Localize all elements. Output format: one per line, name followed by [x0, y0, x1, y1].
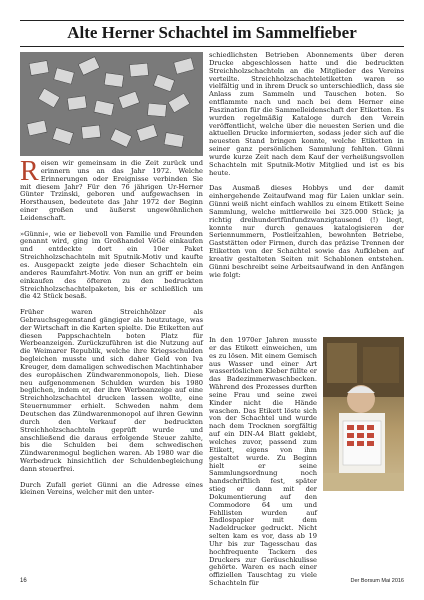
page-number: 16 — [20, 578, 27, 584]
intro-paragraph: Reisen wir gemeinsam in die Zeit zurück und erinnern uns an das Jahr 1972. Welche Erinnerungen oder Ereignisse verbinden Sie mit diesem Jahr? Für den 76 jährigen Ur-Herner Günter Trzinski, geboren und aufgewachsen in Horsthausen, bedeutete das Jahr 1972 der Beginn einer großen und äußerst ungewöhnlichen Leidenschaft. — [20, 156, 203, 222]
left-column — [20, 156, 203, 497]
issue-label: Der Borsum Mai 2016 — [350, 578, 404, 584]
paragraph: In den 1970er Jahren musste er das Etikett einweichen, um es zu lösen. Mit einem Gemisch aus Wasser und einer Art wasserlöslichen Kleber füllte er das Badezimmerwaschbecken. Während des Prozesses durften seine Frau und seine zwei Kinder nicht die Hände waschen. Das Etikett löste sich von der Schachtel und wurde nach dem Trocknen sorgfältig auf ein DIN-A4 Blatt geklebt, welches zuvor, passend zum Etikett, eigens von ihm gestaltet wurde. Zu Beginn hielt er seine Sammlungsordnung noch handschriftlich fest, später stieg er dann mit der Dokumentierung auf den Commodore 64 um und Fehllisten wurden auf Endlospapier mit dem Nadeldrucker gedruckt. Nicht selten kam es vor, dass ab 19 Uhr bis zur Tagesschau das hochfrequente Tackern des Druckers zur Geräuschkulisse gehörte. Waren es nach einer offiziellen Tauschtag zu viele Schachteln für — [209, 336, 317, 588]
paragraph: schiedlichsten Betrieben Abonnements über deren Drucke abgeschlossen hatte und die bedruckten Streichholzschachteln an die Mitglieder des Vereins verteilte. Streichholzschachteletiketten waren so vielfältig und in ihrem Druck so unterschiedlich, dass sie Anlass zum Sammeln und Tauschen boten. So entflammte nach und nach bei dem Herner eine Faszination für die Sammelleidenschaft der Etiketten. Es wurden regelmäßig Kataloge durch den Verein veröffentlicht, welche über die neuesten Serien und die aktuellen Drucke informierten, sodass jeder sich auf die neuesten Stand bringen konnte, welche Etiketten in seiner ganz persönlichen Sammlung fehlten. Günni wurde kurze Zeit nach dem Kauf der verheißungsvollen Schachteln mit Sputnik-Motiv Mitglied und ist es bis heute. — [209, 51, 404, 177]
right-column-lower — [209, 337, 317, 588]
collector-portrait-photo — [323, 337, 404, 491]
title-rule — [20, 46, 404, 47]
paragraph: Durch Zufall geriet Günni an die Adresse eines kleinen Vereins, welcher mit den unter- — [20, 480, 203, 497]
paragraph: Das Ausmaß dieses Hobbys und der damit einhergehende Zeitaufwand mag für Laien unklar sein. Günni weiß nicht einfach wahllos zu einem Etikett Seine Sammlung, welche mittlerweile bei 325.000 Stück; ja richtig dreihundertfünfundzwanzigtausend (!) liegt, konnte nur durch genaues katalogisieren der Seriennummern, Postleitzahlen, bewohnten Betriebe, Gaststätten oder Firmen, durch das präzise Trennen der Etiketten von der Schachtel sowie das Aufkleben auf kreativ gestalteten Seiten mit Schablonen entstehen. Günni beschreibt seine Arbeitsaufwand in den Anfängen wie folgt: — [209, 184, 404, 279]
right-column — [209, 52, 404, 279]
dropcap-letter: R — [20, 156, 39, 187]
top-rule — [20, 20, 404, 21]
paragraph: Früher waren Streichhölzer als Gebrauchsgegenstand gängiger als heutzutage, was der Wirtschaft in die Karten spielte. Die Etiketten auf diesen Pappschachteln boten Platz für Werbeanzeigen. Zurückzuführen ist die Nutzung auf die Weimarer Republik, welche ihre Kriegsschulden begleichen musste und sich daher Geld von Iva Kreuger, dem damaligen schwedischen Machtinhaber des europäischen Zündwarenmonopols, lieh. Diese neu aufgenommenen Schulden wurden bis 1980 beglichen, indem er, der ihre Werbeanzeige auf eine Streichholzschachtel drucken lassen wollte, eine Steuernummer erhielt. Schweden nahm dem Deutschen das Zündwarenmonopol auf ihren Gewinn durch den Verkauf der bedruckten Streichholzschachteln geprüft wurde und anschließend die daraus erfolgende Steuer zahlte, bis die Schulden bei dem schwedischen Zündwarenmogul beglichen waren. Ab 1980 war die Werbedruck hinsichtlich der Schuldenbegleichung dann steuerfrei. — [20, 308, 203, 473]
paragraph: »Günni«, wie er liebevoll von Familie und Freunden genannt wird, ging im Großhandel VéGé einkaufen und entdeckte dort ein 10er Paket Streichholzschachteln mit Sputnik-Motiv und kaufte es. Ausgepackt zeigte jede dieser Schachteln ein anderes Raumfahrt-Motiv. Von nun an griff er beim einkaufen des öfteren zu den bedruckten Streichholzschachtelpaketen, bis er schließlich um die 42 Stück besaß. — [20, 229, 203, 301]
article-title: Alte Herner Schachtel im Sammelfieber — [67, 23, 357, 42]
matchbox-pile-photo — [20, 52, 203, 156]
